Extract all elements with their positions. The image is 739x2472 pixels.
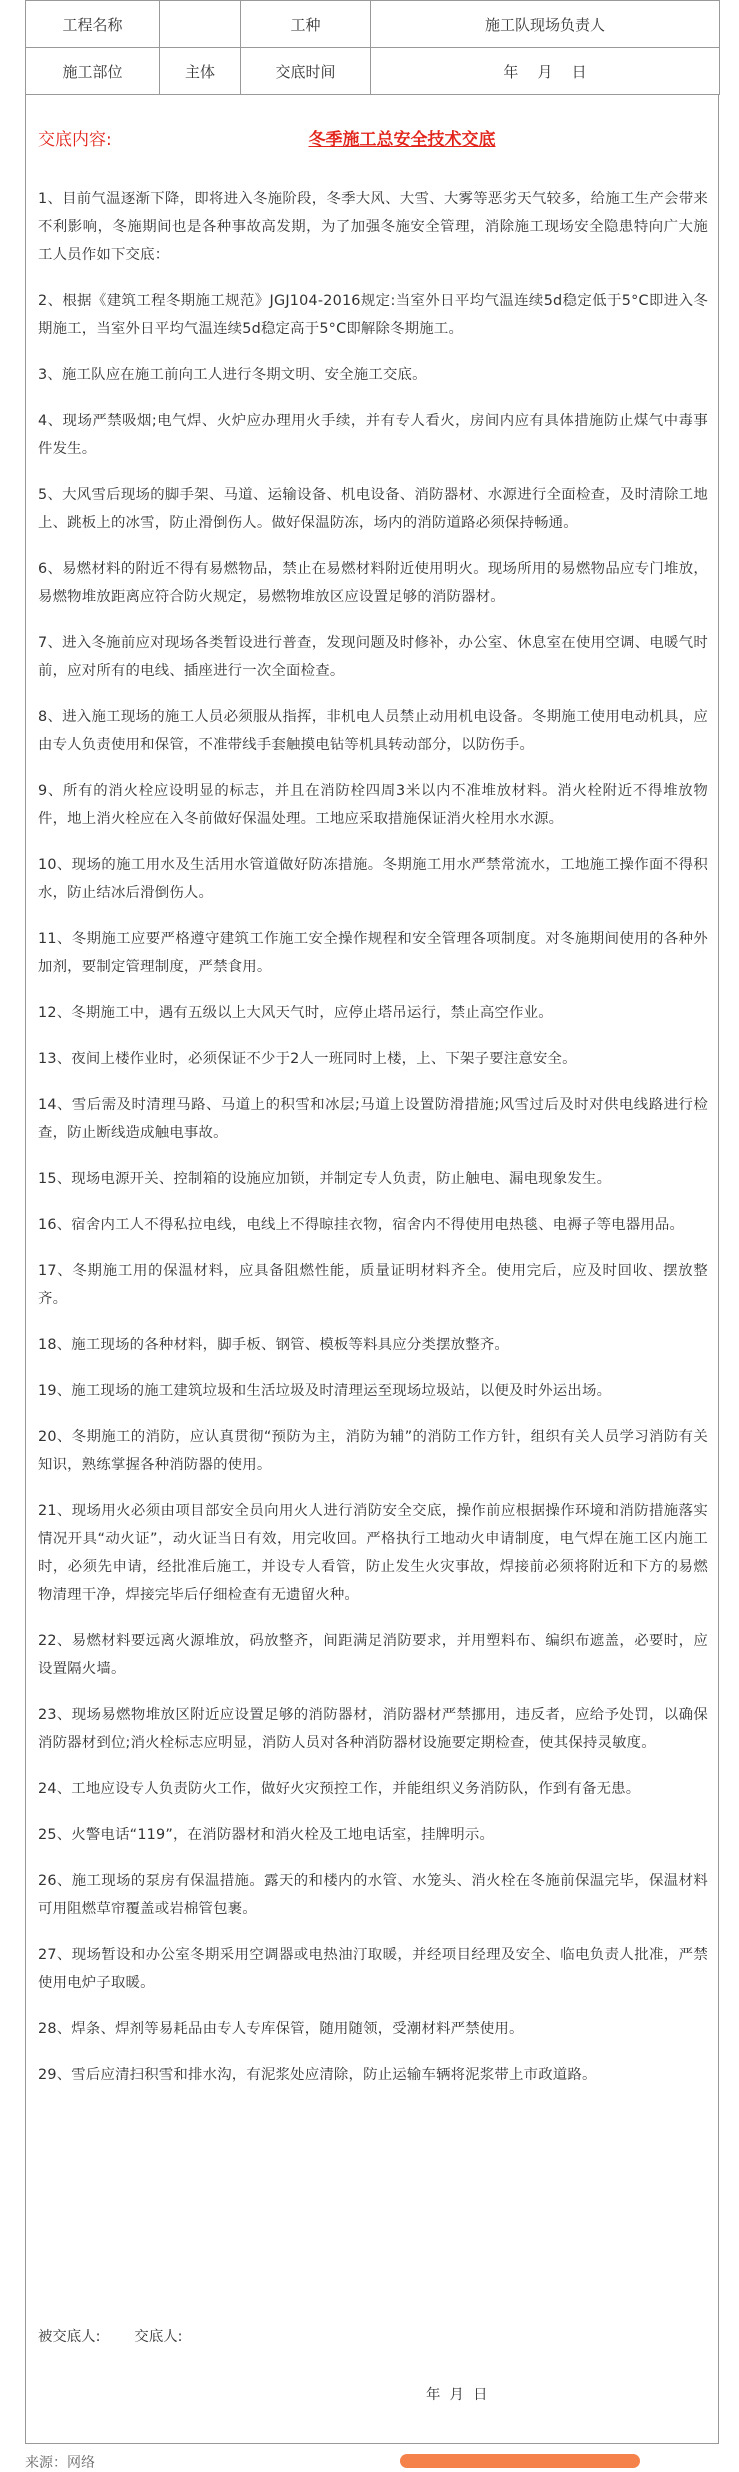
construction-part-value: 主体	[160, 48, 241, 95]
trade-label: 工种	[241, 1, 371, 48]
list-item: 7、进入冬施前应对现场各类暂设进行普查，发现问题及时修补，办公室、休息室在使用空调、电暖气时前，应对所有的电线、插座进行一次全面检查。	[38, 635, 708, 679]
list-item: 4、现场严禁吸烟;电气焊、火炉应办理用火手续，并有专人看火，房间内应有具体措施防止煤气中毒事件发生。	[38, 413, 708, 457]
list-item: 6、易燃材料的附近不得有易燃物品，禁止在易燃材料附近使用明火。现场所用的易燃物品应专门堆放，易燃物堆放距离应符合防火规定，易燃物堆放区应设置足够的消防器材。	[38, 561, 708, 605]
document-title: 冬季施工总安全技术交底	[308, 130, 496, 150]
handover-time-value: 年 月 日	[371, 48, 720, 95]
signature-line	[38, 2325, 216, 2346]
list-item: 20、冬期施工的消防，应认真贯彻“预防为主，消防为辅”的消防工作方针，组织有关人员学习消防有关知识，熟练掌握各种消防器的使用。	[38, 1429, 708, 1473]
site-leader-label: 施工队现场负责人	[371, 1, 720, 48]
list-item: 13、夜间上楼作业时，必须保证不少于2人一班同时上楼，上、下架子要注意安全。	[38, 1051, 577, 1067]
list-item: 26、施工现场的泵房有保温措施。露天的和楼内的水管、水笼头、消火栓在冬施前保温完毕，保温材料可用阻燃草帘覆盖或岩棉管包裹。	[38, 1873, 708, 1917]
list-item: 28、焊条、焊剂等易耗品由专人专库保管，随用随领，受潮材料严禁使用。	[38, 2021, 524, 2037]
date-line: 年 月 日	[426, 2387, 488, 2403]
receiver-label: 被交底人:	[38, 2329, 101, 2345]
list-item: 2、根据《建筑工程冬期施工规范》JGJ104-2016规定:当室外日平均气温连续5d稳定低于5°C即进入冬期施工，当室外日平均气温连续5d稳定高于5°C即解除冬期施工。	[38, 293, 708, 337]
list-item: 14、雪后需及时清理马路、马道上的积雪和冰层;马道上设置防滑措施;风雪过后及时对供电线路进行检查，防止断线造成触电事故。	[38, 1097, 708, 1141]
content-box	[25, 95, 719, 2444]
list-item: 12、冬期施工中，遇有五级以上大风天气时，应停止塔吊运行，禁止高空作业。	[38, 1005, 553, 1021]
list-item: 8、进入施工现场的施工人员必须服从指挥，非机电人员禁止动用机电设备。冬期施工使用电动机具，应由专人负责使用和保管，不准带线手套触摸电钻等机具转动部分，以防伤手。	[38, 709, 708, 753]
list-item: 22、易燃材料要远离火源堆放，码放整齐，间距满足消防要求，并用塑料布、编织布遮盖，必要时，应设置隔火墙。	[38, 1633, 708, 1677]
list-item: 15、现场电源开关、控制箱的设施应加锁，并制定专人负责，防止触电、漏电现象发生。	[38, 1171, 612, 1187]
header-row-1	[26, 1, 720, 48]
project-name-value	[160, 1, 241, 48]
list-item: 9、所有的消火栓应设明显的标志，并且在消防栓四周3米以内不准堆放材料。消火栓附近不得堆放物件，地上消火栓应在入冬前做好保温处理。工地应采取措施保证消火栓用水水源。	[38, 783, 708, 827]
header-table	[25, 0, 720, 95]
list-item: 16、宿舍内工人不得私拉电线，电线上不得晾挂衣物，宿舍内不得使用电热毯、电褥子等电器用品。	[38, 1217, 685, 1233]
content-label: 交底内容:	[38, 130, 112, 150]
list-item: 29、雪后应清扫积雪和排水沟，有泥浆处应清除，防止运输车辆将泥浆带上市政道路。	[38, 2067, 597, 2083]
list-item: 18、施工现场的各种材料，脚手板、钢管、模板等料具应分类摆放整齐。	[38, 1337, 510, 1353]
list-item: 23、现场易燃物堆放区附近应设置足够的消防器材，消防器材严禁挪用，违反者，应给予处罚，以确保消防器材到位;消火栓标志应明显，消防人员对各种消防器材设施要定期检查，使其保持灵敏度。	[38, 1707, 708, 1751]
list-item: 24、工地应设专人负责防火工作，做好火灾预控工作，并能组织义务消防队，作到有备无患。	[38, 1781, 641, 1797]
list-item: 11、冬期施工应要严格遵守建筑工作施工安全操作规程和安全管理各项制度。对冬施期间使用的各种外加剂，要制定管理制度，严禁食用。	[38, 931, 708, 975]
list-item: 1、目前气温逐渐下降，即将进入冬施阶段，冬季大风、大雪、大雾等恶劣天气较多，给施工生产会带来不利影响，冬施期间也是各种事故高发期，为了加强冬施安全管理，消除施工现场安全隐患特向广大施工人员作如下交底：	[38, 191, 708, 263]
document-sheet	[25, 0, 719, 2444]
list-item: 21、现场用火必须由项目部安全员向用火人进行消防安全交底，操作前应根据操作环境和消防措施落实情况开具“动火证”，动火证当日有效，用完收回。严格执行工地动火申请制度，电气焊在施工区内施工时，必须先申请，经批准后施工，并设专人看管，防止发生火灾事故，焊接前必须将附近和下方的易燃物清理干净，焊接完毕后仔细检查有无遗留火种。	[38, 1503, 708, 1603]
list-item: 10、现场的施工用水及生活用水管道做好防冻措施。冬期施工用水严禁常流水，工地施工操作面不得积水，防止结冰后滑倒伤人。	[38, 857, 708, 901]
list-item: 5、大风雪后现场的脚手架、马道、运输设备、机电设备、消防器材、水源进行全面检查，及时清除工地上、跳板上的冰雪，防止滑倒伤人。做好保温防冻，场内的消防道路必须保持畅通。	[38, 487, 708, 531]
header-row-2	[26, 48, 720, 95]
item-list	[38, 185, 708, 2107]
source-label: 来源：网络	[25, 2455, 95, 2471]
list-item: 25、火警电话“119”，在消防器材和消火栓及工地电话室，挂牌明示。	[38, 1827, 495, 1843]
list-item: 27、现场暂设和办公室冬期采用空调器或电热油汀取暖，并经项目经理及安全、临电负责人批准，严禁使用电炉子取暖。	[38, 1947, 708, 1991]
handover-time-label: 交底时间	[241, 48, 371, 95]
list-item: 19、施工现场的施工建筑垃圾和生活垃圾及时清理运至现场垃圾站，以便及时外运出场。	[38, 1383, 612, 1399]
construction-part-label: 施工部位	[26, 48, 160, 95]
list-item: 17、冬期施工用的保温材料，应具备阻燃性能，质量证明材料齐全。使用完后，应及时回收、摆放整齐。	[38, 1263, 708, 1307]
project-name-label: 工程名称	[26, 1, 160, 48]
giver-label: 交底人:	[134, 2329, 183, 2345]
orange-banner-decoration	[400, 2454, 640, 2468]
list-item: 3、施工队应在施工前向工人进行冬期文明、安全施工交底。	[38, 367, 427, 383]
